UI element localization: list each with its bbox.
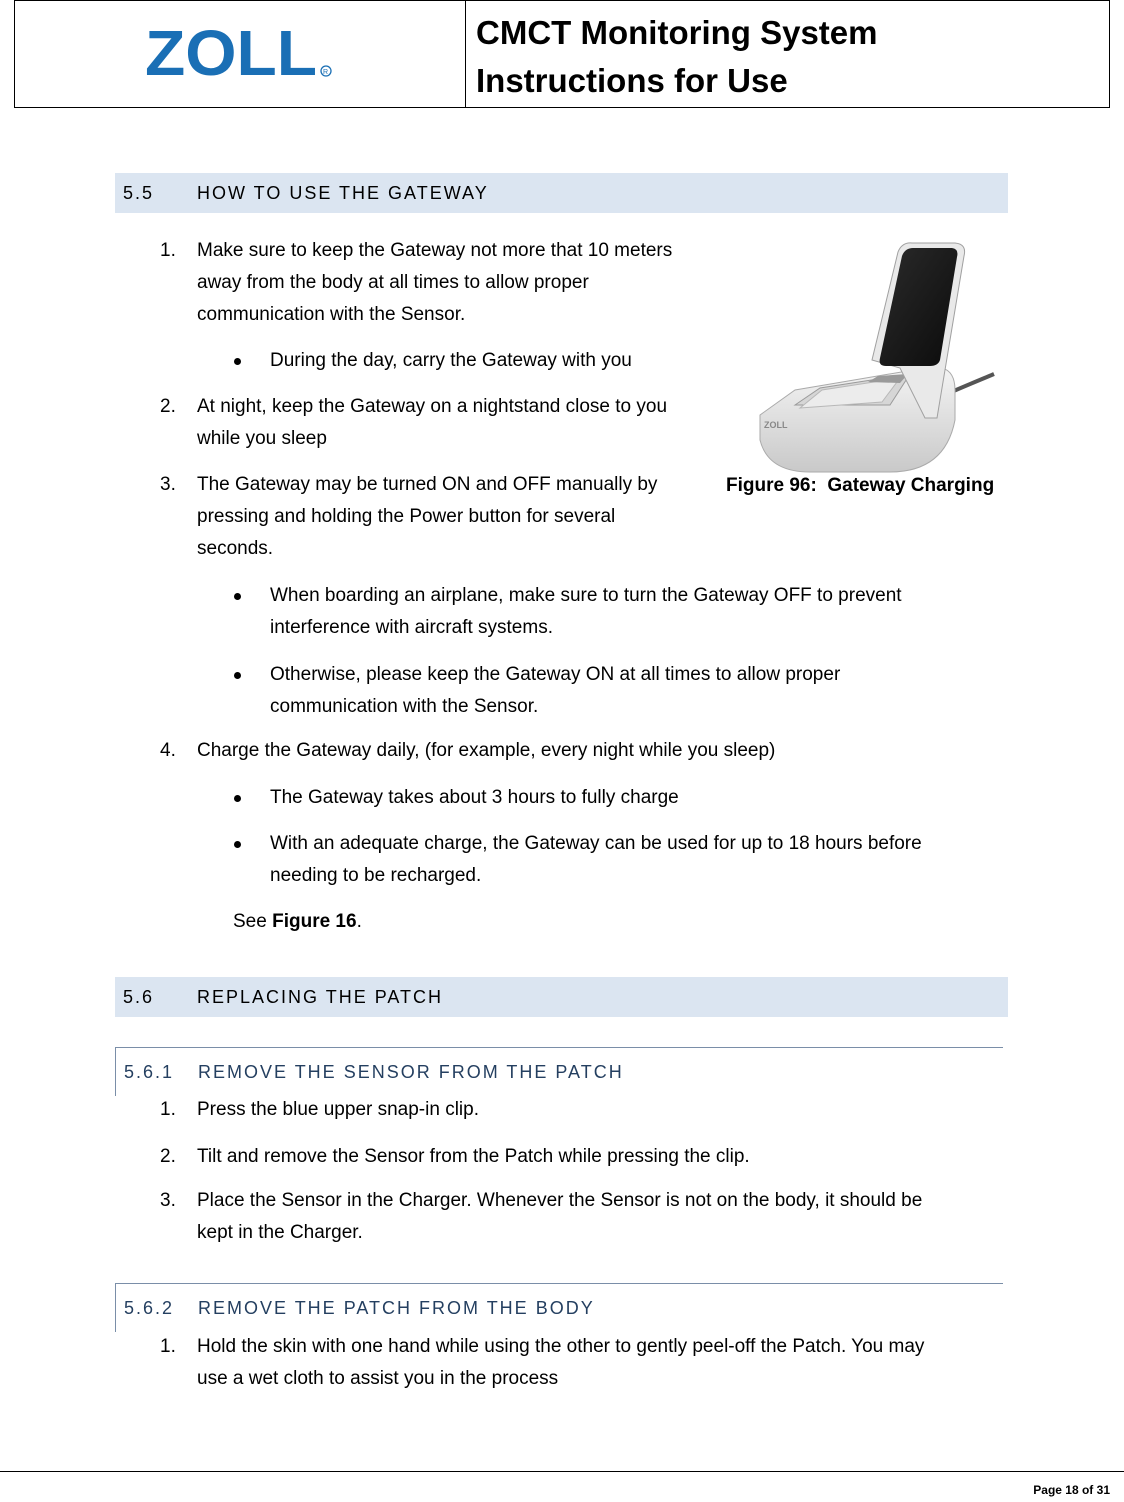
section-heading-5-5	[115, 173, 1008, 213]
text-line: At night, keep the Gateway on a nightstand close to you	[197, 396, 668, 417]
footer-divider	[0, 1471, 1124, 1472]
list-item: Charge the Gateway daily, (for example, every night while you sleep)	[197, 740, 776, 761]
text-line: while you sleep	[197, 428, 327, 449]
list-number: 4.	[160, 740, 176, 761]
text-line: Make sure to keep the Gateway not more that 10 meters	[197, 240, 673, 261]
figure-caption: Figure 96: Gateway Charging	[726, 475, 995, 496]
see-suffix: .	[356, 911, 362, 932]
logo-text: ZOLL	[145, 23, 317, 85]
page-number: Page 18 of 31	[1033, 1483, 1110, 1497]
list-item	[197, 1185, 922, 1249]
text-line: The Gateway may be turned ON and OFF manually by	[197, 474, 658, 495]
bullet-item	[270, 580, 902, 644]
device-logo-text: ZOLL	[764, 420, 788, 430]
list-number: 1.	[160, 240, 176, 261]
text-line: pressing and holding the Power button for several	[197, 506, 616, 527]
title-line-1: CMCT Monitoring System	[476, 14, 878, 51]
bullet-item	[270, 659, 840, 723]
bullet-item: The Gateway takes about 3 hours to fully charge	[270, 787, 679, 808]
bullet-icon	[234, 593, 241, 600]
list-number: 2.	[160, 1146, 176, 1167]
text-line: seconds.	[197, 538, 274, 559]
text-line: communication with the Sensor.	[197, 304, 466, 325]
document-title	[466, 1, 1109, 107]
list-item	[197, 469, 657, 565]
text-line: Otherwise, please keep the Gateway ON at all times to allow proper	[270, 664, 841, 685]
list-number: 3.	[160, 1190, 176, 1211]
text-line: needing to be recharged.	[270, 865, 482, 886]
bullet-icon	[234, 841, 241, 848]
bullet-icon	[234, 672, 241, 679]
list-item: Tilt and remove the Sensor from the Patch while pressing the clip.	[197, 1146, 750, 1167]
section-number: 5.6	[123, 986, 155, 1007]
list-item	[197, 235, 672, 331]
svg-text:R: R	[323, 69, 329, 76]
bullet-icon	[234, 795, 241, 802]
subsection-heading-5-6-2	[115, 1283, 1003, 1332]
text-line: When boarding an airplane, make sure to turn the Gateway OFF to prevent	[270, 585, 902, 606]
text-line: kept in the Charger.	[197, 1222, 363, 1243]
zoll-logo	[145, 23, 335, 85]
subsection-heading-5-6-1	[115, 1047, 1003, 1096]
list-number: 3.	[160, 474, 176, 495]
see-figure-reference	[233, 906, 362, 938]
see-prefix: See	[233, 911, 273, 932]
section-title: REPLACING THE PATCH	[197, 986, 444, 1007]
title-line-2: Instructions for Use	[476, 62, 788, 99]
text-line: Hold the skin with one hand while using the other to gently peel-off the Patch. You may	[197, 1336, 925, 1357]
text-line: use a wet cloth to assist you in the process	[197, 1368, 559, 1389]
gateway-charging-figure	[750, 240, 1000, 475]
section-heading-5-6	[115, 977, 1008, 1017]
list-item	[197, 391, 667, 455]
section-title: HOW TO USE THE GATEWAY	[197, 182, 489, 203]
document-header	[14, 0, 1110, 108]
section-number: 5.5	[123, 182, 155, 203]
list-number: 1.	[160, 1099, 176, 1120]
gateway-device-image	[750, 240, 1000, 475]
text-line: away from the body at all times to allow proper	[197, 272, 589, 293]
bullet-item	[270, 828, 922, 892]
subsection-number: 5.6.1	[124, 1061, 175, 1082]
subsection-number: 5.6.2	[124, 1297, 175, 1318]
list-number: 2.	[160, 396, 176, 417]
bullet-item: During the day, carry the Gateway with you	[270, 350, 632, 371]
logo-cell	[15, 1, 466, 107]
list-number: 1.	[160, 1336, 176, 1357]
text-line: communication with the Sensor.	[270, 696, 539, 717]
text-line: interference with aircraft systems.	[270, 617, 553, 638]
subsection-title: REMOVE THE SENSOR FROM THE PATCH	[198, 1061, 624, 1082]
bullet-icon	[234, 358, 241, 365]
subsection-title: REMOVE THE PATCH FROM THE BODY	[198, 1297, 595, 1318]
list-item	[197, 1331, 924, 1395]
list-item: Press the blue upper snap-in clip.	[197, 1099, 479, 1120]
text-line: Place the Sensor in the Charger. Whenever the Sensor is not on the body, it should be	[197, 1190, 923, 1211]
text-line: With an adequate charge, the Gateway can be used for up to 18 hours before	[270, 833, 922, 854]
figure-reference-link: Figure 16	[272, 911, 357, 932]
